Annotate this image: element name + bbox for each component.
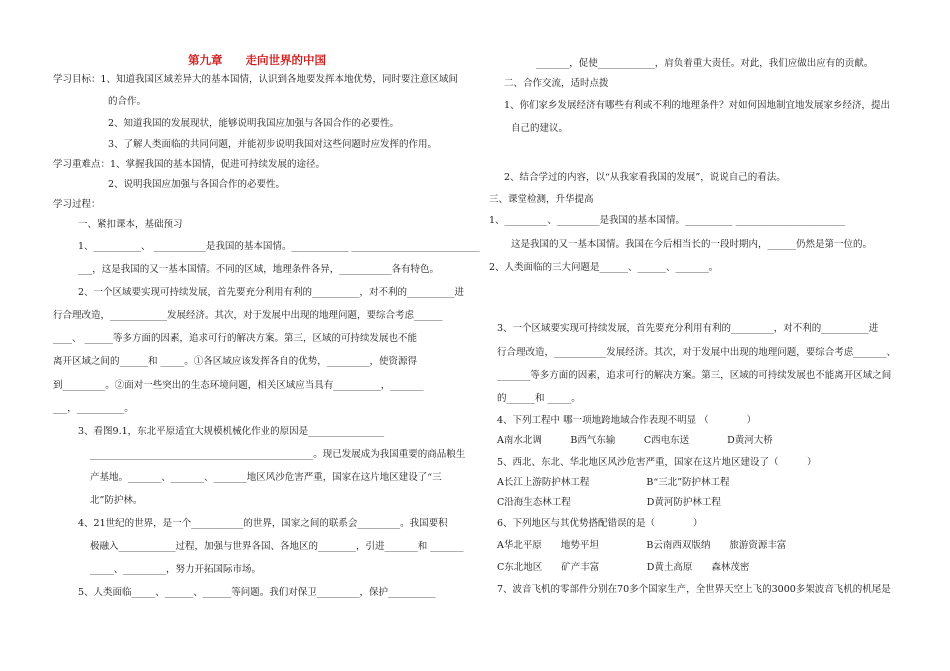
question-5-cont: _______，促使____________，肩负着重大责任。对此，我们应做出应有的贡献。 [536,58,874,69]
question-4-line-3: _____、_________，努力开拓国际市场。 [90,564,262,575]
test-3-line-4: 的______和 _____。 [497,393,581,404]
objective-2: 2、知道我国的发展现状，能够说明我国应加强与各国合作的必要性。 [108,118,400,129]
test-2: 2、人类面临的三大问题是______、______、_______。 [489,262,719,273]
test-3: 3、一个区域要实现可持续发展，首先要充分利用有利的_________，对不利的__________进 [497,323,879,334]
test-6-options-ab: A华北平原 地势平坦 B云南西双版纳 旅游资源丰富 [497,540,787,551]
test-6-options-cd: C东北地区 矿产丰富 D黄土高原 森林茂密 [497,562,750,573]
test-5-options-ab: A长江上游防护林工程 B“三北”防护林工程 [497,477,730,488]
discussion-2: 2、结合学过的内容，以“从我家看我国的发展”，说说自己的看法。 [504,172,786,183]
test-4-options: A南水北调 B西气东输 C西电东送 D黄河大桥 [497,435,773,446]
objective-3: 3、了解人类面临的共同问题，并能初步说明我国对这些问题时应发挥的作用。 [108,139,438,150]
question-3-line-3: 产基地。_______、_______、_______地区风沙危害严重，国家在这片地区建设了“三 [90,472,442,483]
objective-1: 学习目标：1、知道我国区域差异大的基本国情，认识到各地要发挥本地优势，同时要注意区域间 [53,74,459,85]
section-3-heading: 三、课堂检测，升华提高 [489,194,594,205]
question-2-line-2: 行合理改造，____________发展经济。其次，对于发展中出现的地理问题，要综合考虑______ [53,310,443,321]
process-heading: 学习过程： [53,199,101,210]
right-page [475,0,950,671]
test-3-line-3: _______等多方面的因素，追求可行的解决方案。第三，区域的可持续发展也不能离开区域之间 [497,370,892,381]
test-6: 6、下列地区与其优势搭配错误的是（ ） [497,518,703,529]
question-2-line-4: 离开区域之间的______和 _____。①各区域应该发挥各自的优势，_________，使资源得 [53,356,418,367]
chapter-title: 第九章 走向世界的中国 [188,53,326,67]
question-4: 4、21世纪的世界，是一个___________的世界，国家之间的联系会_________。我国要积 [78,518,448,529]
test-4: 4、下列工程中 哪一项地跨地域合作表现不明显 （ ） [497,415,757,426]
test-7: 7、波音飞机的零部件分别在70多个国家生产，全世界天空上飞的3000多架波音飞机的机尾是 [497,584,891,595]
key-point-2: 2、说明我国应加强与各国合作的必要性。 [108,179,286,190]
question-3-line-2: _______________________________________________。现已发展成为我国重要的商品粮生 [90,449,466,460]
section-1-heading: 一、紧扣课本，基础预习 [78,219,183,230]
question-1-cont: ___，这是我国的又一基本国情。不同的区域，地理条件各异，___________各有特色。 [78,264,440,275]
key-point-1: 学习重难点：1、掌握我国的基本国情，促进可持续发展的途径。 [53,159,326,170]
test-3-line-2: 行合理改造，___________发展经济。其次，对于发展中出现的地理问题，要综合考虑_______、 [497,347,897,358]
question-2-line-3: ____、 ______等多方面的因素，追求可行的解决方案。第三，区域的可持续发展也不能 [53,333,418,344]
objective-1-cont: 的合作。 [108,96,147,107]
section-2-heading: 二、合作交流，适时点拨 [504,78,609,89]
question-2-line-5: 到_________。②面对一些突出的生态环境问题，相关区域应当具有__________，_______ [53,380,424,391]
discussion-1-cont: 自己的建议。 [511,123,569,134]
question-3: 3、看图9.1，东北平原适宜大规模机械化作业的原因是________________ [78,426,385,437]
test-5-options-cd: C沿海生态林工程 D黄河防护林工程 [497,497,721,508]
question-1: 1、__________、 ___________是我国的基本国情。____________ ___________________________ [78,241,480,252]
question-2: 2、一个区域要实现可持续发展，首先要充分利用有利的__________，对不利的__________进 [78,287,465,298]
question-5: 5、人类面临_____、______、______等问题。我们对保卫_________，保护__________ [78,587,436,598]
question-3-line-4: 北”防护林。 [90,495,143,506]
question-2-line-6: ___，__________。 [53,403,134,414]
test-1: 1、_________、_________是我国的基本国情。__________ _______________________ [489,215,845,226]
discussion-1: 1、你们家乡发展经济有哪些有利或不利的地理条件？对如何因地制宜地发展家乡经济，提出 [504,100,891,111]
test-5: 5、西北、东北、华北地区风沙危害严重，国家在这片地区建设了（ ） [497,457,817,468]
test-1-cont: 这是我国的又一基本国情。我国在今后相当长的一段时期内，______仍然是第一位的。 [511,239,873,250]
question-4-line-2: 极融入____________过程，加强与世界各国、各地区的________，引进_______和 _______ [90,541,464,552]
